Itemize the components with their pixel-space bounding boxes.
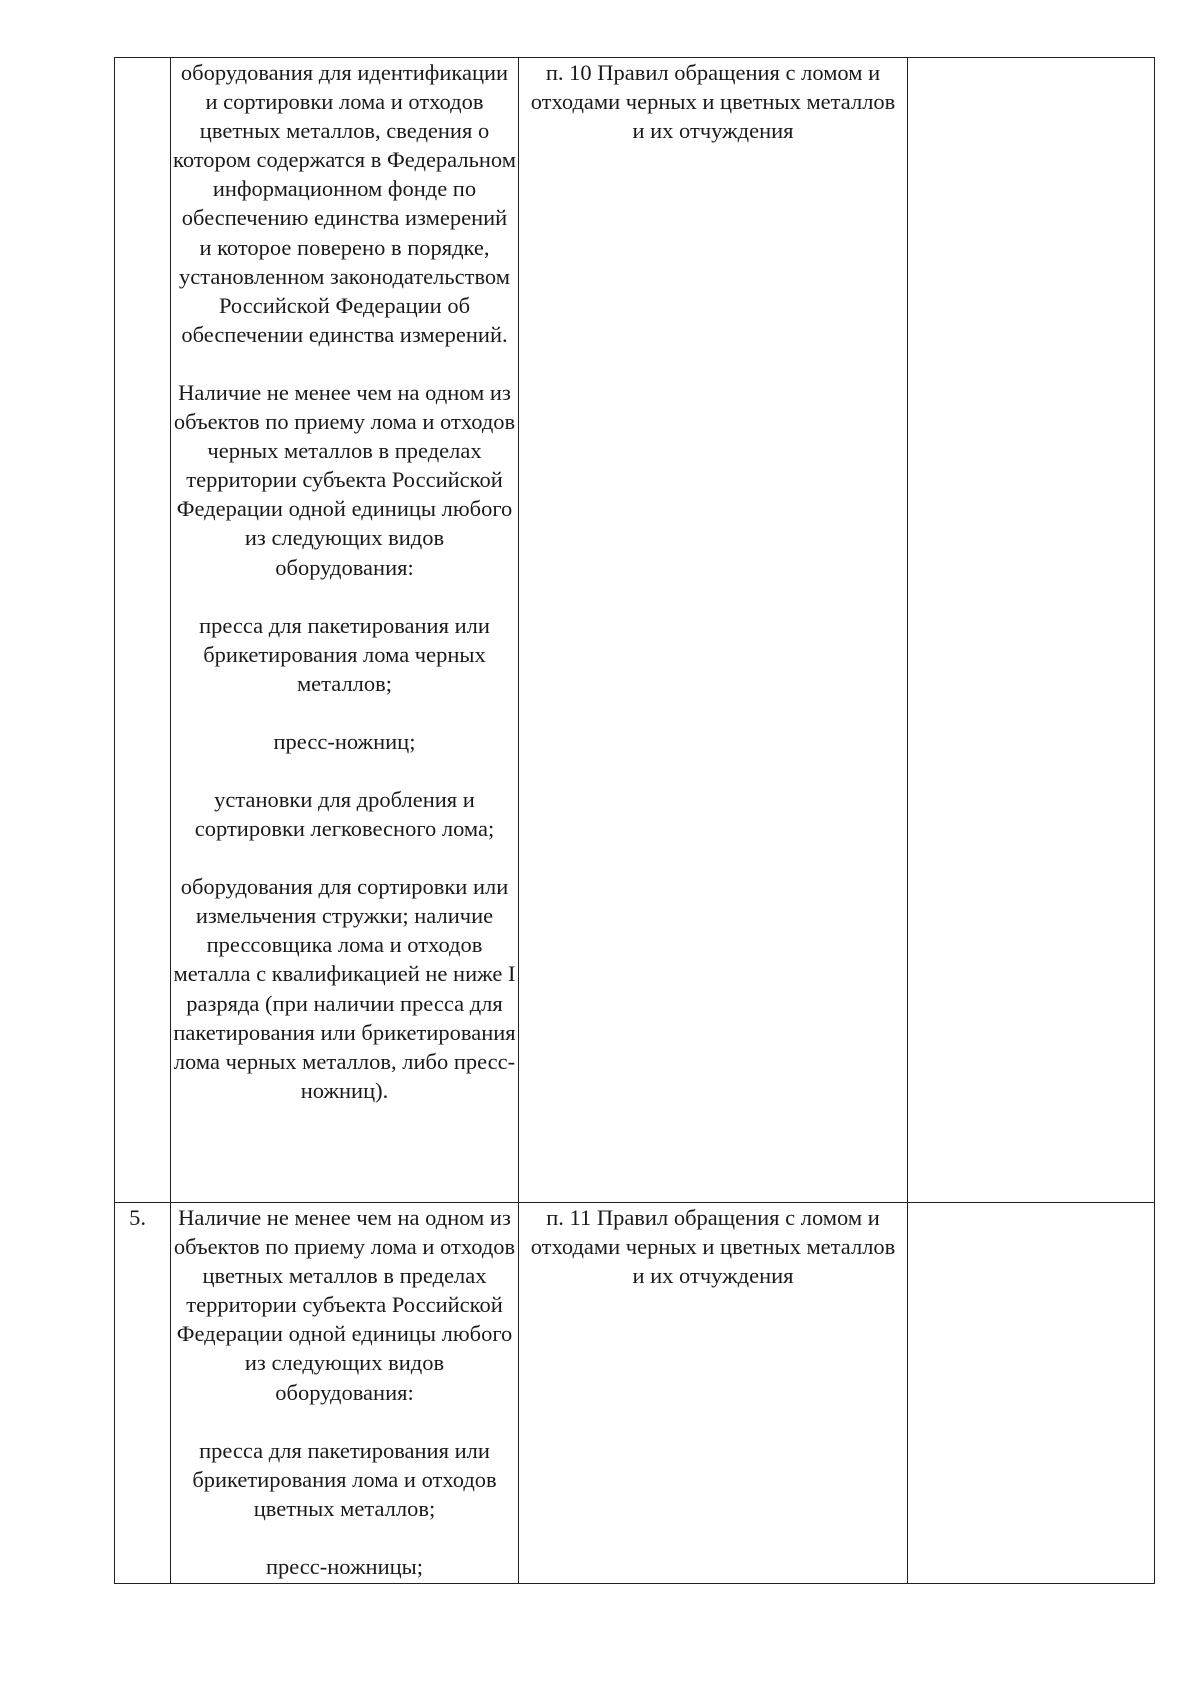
note-cell: [908, 1203, 1155, 1584]
row-number: 5.: [129, 1205, 146, 1230]
source-cell: [519, 58, 908, 1203]
row-number-cell: [115, 58, 171, 1203]
table-row: [115, 1203, 1155, 1584]
requirement-presence-text: Наличие не менее чем на одном из объектов по приему лома и отходов черных металлов в пределах территории субъекта Российской Федерации одной единицы любого из следующих видов оборудования:: [173, 379, 516, 580]
requirement-cell: [171, 58, 519, 1203]
row-number-cell: [115, 1203, 171, 1584]
requirement-cell: [171, 1203, 519, 1584]
table-row: [115, 58, 1155, 1203]
source-reference: п. 10 Правил обращения с ломом и отходами черных и цветных металлов и их отчуждения: [530, 60, 896, 144]
source-cell: [519, 1203, 908, 1584]
note-cell: [908, 58, 1155, 1203]
source-reference: п. 11 Правил обращения с ломом и отходами черных и цветных металлов и их отчуждения: [530, 1205, 896, 1289]
requirement-continuation-text: оборудования для идентификации и сортировки лома и отходов цветных металлов, сведения о котором содержатся в Федеральном информационном фонде по обеспечению единства измерений и которое поверено в порядке, установленном законодательством Российской Федерации об обеспечении единства измерений.: [173, 60, 516, 347]
requirement-crusher-text: установки для дробления и сортировки легковесного лома;: [194, 786, 495, 842]
requirement-presence-text: Наличие не менее чем на одном из объектов по приему лома и отходов цветных металлов в пределах территории субъекта Российской Федерации одной единицы любого из следующих видов оборудования:: [173, 1205, 516, 1405]
requirements-table: [114, 57, 1155, 1584]
requirement-press-text: пресса для пакетирования или брикетирования лома черных металлов;: [199, 612, 490, 696]
requirement-shears-text: пресс-ножниц;: [273, 728, 416, 754]
requirement-press-text: пресса для пакетирования или брикетирования лома и отходов цветных металлов;: [192, 1437, 497, 1521]
requirement-shears-text: пресс-ножницы;: [265, 1553, 424, 1579]
requirement-chips-text: оборудования для сортировки или измельчения стружки; наличие прессовщика лома и отходов металла с квалификацией не ниже I разряда (при наличии пресса для пакетирования или брикетирования лома черных металлов, либо пресс-ножниц).: [173, 874, 516, 1103]
